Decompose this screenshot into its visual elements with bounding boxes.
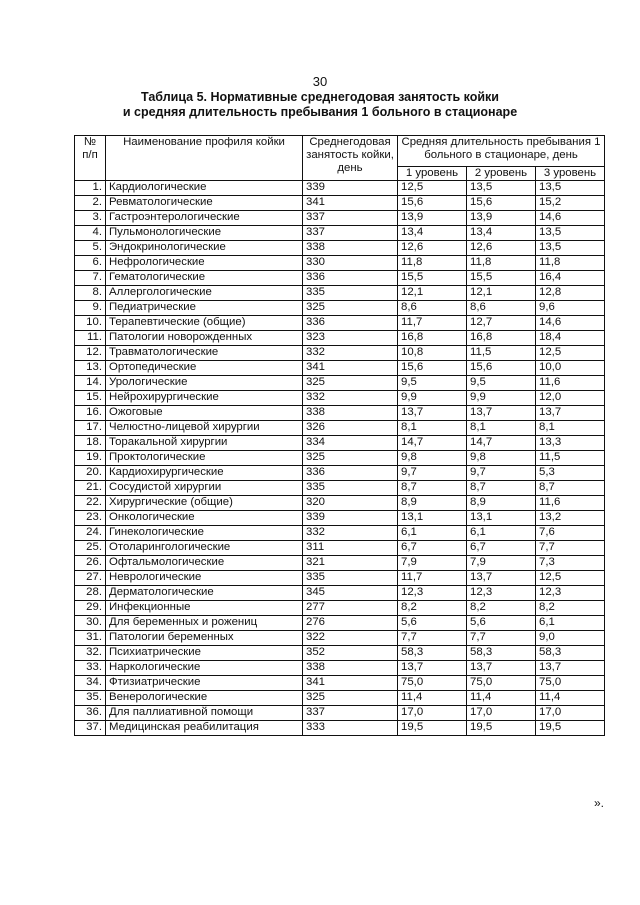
row-number: 8. xyxy=(75,286,106,301)
stay-level-2: 9,9 xyxy=(467,391,536,406)
stay-level-1: 12,6 xyxy=(398,241,467,256)
stay-level-1: 16,8 xyxy=(398,331,467,346)
bed-profile-name: Медицинская реабилитация xyxy=(106,721,303,736)
stay-level-1: 8,6 xyxy=(398,301,467,316)
page-number: 30 xyxy=(312,74,328,89)
stay-level-2: 6,7 xyxy=(467,541,536,556)
stay-level-2: 12,6 xyxy=(467,241,536,256)
stay-level-2: 15,6 xyxy=(467,196,536,211)
stay-level-1: 11,7 xyxy=(398,316,467,331)
annual-occupancy: 338 xyxy=(303,406,398,421)
table-row xyxy=(75,181,605,196)
row-number: 26. xyxy=(75,556,106,571)
stay-level-1: 9,8 xyxy=(398,451,467,466)
stay-level-2: 7,9 xyxy=(467,556,536,571)
closing-mark: ». xyxy=(594,796,605,810)
stay-level-1: 13,1 xyxy=(398,511,467,526)
bed-profile-name: Офтальмологические xyxy=(106,556,303,571)
annual-occupancy: 339 xyxy=(303,511,398,526)
row-number: 10. xyxy=(75,316,106,331)
stay-level-3: 12,5 xyxy=(536,571,605,586)
bed-profile-name: Нефрологические xyxy=(106,256,303,271)
annual-occupancy: 336 xyxy=(303,466,398,481)
table-row xyxy=(75,451,605,466)
row-number: 11. xyxy=(75,331,106,346)
stay-level-3: 8,2 xyxy=(536,601,605,616)
table-row xyxy=(75,511,605,526)
stay-level-2: 7,7 xyxy=(467,631,536,646)
annual-occupancy: 277 xyxy=(303,601,398,616)
annual-occupancy: 332 xyxy=(303,391,398,406)
stay-level-3: 58,3 xyxy=(536,646,605,661)
annual-occupancy: 334 xyxy=(303,436,398,451)
stay-level-1: 8,9 xyxy=(398,496,467,511)
title-line-1: Таблица 5. Нормативные среднегодовая занятость койки xyxy=(141,90,499,104)
stay-level-2: 13,1 xyxy=(467,511,536,526)
table-row xyxy=(75,316,605,331)
stay-level-1: 8,2 xyxy=(398,601,467,616)
stay-level-3: 17,0 xyxy=(536,706,605,721)
table-row xyxy=(75,661,605,676)
stay-level-3: 13,7 xyxy=(536,661,605,676)
stay-level-2: 15,5 xyxy=(467,271,536,286)
annual-occupancy: 332 xyxy=(303,526,398,541)
row-number: 15. xyxy=(75,391,106,406)
stay-level-3: 11,6 xyxy=(536,376,605,391)
stay-level-1: 9,7 xyxy=(398,466,467,481)
table-row xyxy=(75,646,605,661)
bed-profile-name: Кардиологические xyxy=(106,181,303,196)
annual-occupancy: 338 xyxy=(303,661,398,676)
bed-norms-table xyxy=(74,135,605,736)
bed-profile-name: Урологические xyxy=(106,376,303,391)
stay-level-1: 6,7 xyxy=(398,541,467,556)
header-occupancy: Среднегодовая занятость койки, день xyxy=(303,136,398,181)
annual-occupancy: 341 xyxy=(303,361,398,376)
annual-occupancy: 352 xyxy=(303,646,398,661)
bed-profile-name: Сосудистой хирургии xyxy=(106,481,303,496)
stay-level-3: 11,6 xyxy=(536,496,605,511)
bed-profile-name: Для беременных и рожениц xyxy=(106,616,303,631)
annual-occupancy: 323 xyxy=(303,331,398,346)
stay-level-2: 13,9 xyxy=(467,211,536,226)
stay-level-2: 11,4 xyxy=(467,691,536,706)
stay-level-2: 16,8 xyxy=(467,331,536,346)
bed-profile-name: Челюстно-лицевой хирургии xyxy=(106,421,303,436)
stay-level-3: 11,5 xyxy=(536,451,605,466)
table-row xyxy=(75,406,605,421)
table-row xyxy=(75,361,605,376)
header-level-3: 3 уровень xyxy=(536,167,605,181)
stay-level-2: 6,1 xyxy=(467,526,536,541)
row-number: 1. xyxy=(75,181,106,196)
stay-level-1: 19,5 xyxy=(398,721,467,736)
row-number: 4. xyxy=(75,226,106,241)
stay-level-3: 16,4 xyxy=(536,271,605,286)
annual-occupancy: 335 xyxy=(303,571,398,586)
row-number: 36. xyxy=(75,706,106,721)
table-row xyxy=(75,211,605,226)
stay-level-2: 13,7 xyxy=(467,661,536,676)
bed-profile-name: Дерматологические xyxy=(106,586,303,601)
stay-level-3: 18,4 xyxy=(536,331,605,346)
table-row xyxy=(75,226,605,241)
stay-level-2: 13,7 xyxy=(467,571,536,586)
annual-occupancy: 325 xyxy=(303,451,398,466)
annual-occupancy: 338 xyxy=(303,241,398,256)
stay-level-1: 15,5 xyxy=(398,271,467,286)
stay-level-3: 14,6 xyxy=(536,211,605,226)
row-number: 20. xyxy=(75,466,106,481)
table-title xyxy=(0,90,640,120)
stay-level-3: 11,8 xyxy=(536,256,605,271)
bed-profile-name: Ревматологические xyxy=(106,196,303,211)
bed-profile-name: Неврологические xyxy=(106,571,303,586)
stay-level-1: 13,9 xyxy=(398,211,467,226)
stay-level-1: 75,0 xyxy=(398,676,467,691)
stay-level-2: 12,3 xyxy=(467,586,536,601)
stay-level-2: 8,2 xyxy=(467,601,536,616)
stay-level-3: 5,3 xyxy=(536,466,605,481)
table-row xyxy=(75,526,605,541)
stay-level-3: 13,7 xyxy=(536,406,605,421)
annual-occupancy: 337 xyxy=(303,226,398,241)
bed-profile-name: Хирургические (общие) xyxy=(106,496,303,511)
table-row xyxy=(75,586,605,601)
table-body xyxy=(75,181,605,736)
stay-level-1: 13,4 xyxy=(398,226,467,241)
row-number: 13. xyxy=(75,361,106,376)
table-row xyxy=(75,286,605,301)
table-row xyxy=(75,346,605,361)
bed-profile-name: Фтизиатрические xyxy=(106,676,303,691)
annual-occupancy: 339 xyxy=(303,181,398,196)
table-row xyxy=(75,436,605,451)
stay-level-1: 15,6 xyxy=(398,196,467,211)
stay-level-3: 6,1 xyxy=(536,616,605,631)
stay-level-2: 5,6 xyxy=(467,616,536,631)
table-row xyxy=(75,721,605,736)
header-name: Наименование профиля койки xyxy=(106,136,303,181)
stay-level-3: 9,6 xyxy=(536,301,605,316)
stay-level-2: 8,1 xyxy=(467,421,536,436)
stay-level-3: 11,4 xyxy=(536,691,605,706)
bed-profile-name: Гастроэнтерологические xyxy=(106,211,303,226)
row-number: 33. xyxy=(75,661,106,676)
row-number: 12. xyxy=(75,346,106,361)
bed-profile-name: Гематологические xyxy=(106,271,303,286)
stay-level-3: 12,8 xyxy=(536,286,605,301)
stay-level-3: 13,5 xyxy=(536,241,605,256)
bed-profile-name: Педиатрические xyxy=(106,301,303,316)
bed-profile-name: Патологии новорожденных xyxy=(106,331,303,346)
stay-level-3: 12,0 xyxy=(536,391,605,406)
stay-level-1: 17,0 xyxy=(398,706,467,721)
bed-profile-name: Онкологические xyxy=(106,511,303,526)
annual-occupancy: 325 xyxy=(303,376,398,391)
annual-occupancy: 335 xyxy=(303,286,398,301)
stay-level-1: 11,8 xyxy=(398,256,467,271)
annual-occupancy: 330 xyxy=(303,256,398,271)
bed-profile-name: Кардиохирургические xyxy=(106,466,303,481)
bed-profile-name: Травматологические xyxy=(106,346,303,361)
stay-level-3: 10,0 xyxy=(536,361,605,376)
annual-occupancy: 336 xyxy=(303,316,398,331)
stay-level-1: 7,7 xyxy=(398,631,467,646)
row-number: 7. xyxy=(75,271,106,286)
bed-profile-name: Наркологические xyxy=(106,661,303,676)
stay-level-2: 13,4 xyxy=(467,226,536,241)
bed-profile-name: Ожоговые xyxy=(106,406,303,421)
stay-level-3: 8,1 xyxy=(536,421,605,436)
stay-level-2: 15,6 xyxy=(467,361,536,376)
stay-level-1: 13,7 xyxy=(398,661,467,676)
row-number: 14. xyxy=(75,376,106,391)
stay-level-2: 13,5 xyxy=(467,181,536,196)
bed-profile-name: Нейрохирургические xyxy=(106,391,303,406)
stay-level-2: 8,6 xyxy=(467,301,536,316)
row-number: 24. xyxy=(75,526,106,541)
stay-level-3: 19,5 xyxy=(536,721,605,736)
annual-occupancy: 326 xyxy=(303,421,398,436)
row-number: 22. xyxy=(75,496,106,511)
table-row xyxy=(75,631,605,646)
bed-profile-name: Эндокринологические xyxy=(106,241,303,256)
stay-level-2: 9,7 xyxy=(467,466,536,481)
annual-occupancy: 332 xyxy=(303,346,398,361)
table-row xyxy=(75,421,605,436)
row-number: 27. xyxy=(75,571,106,586)
stay-level-2: 58,3 xyxy=(467,646,536,661)
stay-level-1: 8,1 xyxy=(398,421,467,436)
stay-level-3: 75,0 xyxy=(536,676,605,691)
bed-profile-name: Ортопедические xyxy=(106,361,303,376)
bed-profile-name: Проктологические xyxy=(106,451,303,466)
stay-level-1: 14,7 xyxy=(398,436,467,451)
header-level-2: 2 уровень xyxy=(467,167,536,181)
stay-level-2: 12,1 xyxy=(467,286,536,301)
table-row xyxy=(75,391,605,406)
bed-profile-name: Инфекционные xyxy=(106,601,303,616)
stay-level-3: 7,3 xyxy=(536,556,605,571)
title-line-2: и средняя длительность пребывания 1 больного в стационаре xyxy=(122,105,518,119)
stay-level-1: 5,6 xyxy=(398,616,467,631)
annual-occupancy: 276 xyxy=(303,616,398,631)
table-row xyxy=(75,241,605,256)
annual-occupancy: 320 xyxy=(303,496,398,511)
stay-level-1: 12,1 xyxy=(398,286,467,301)
stay-level-1: 8,7 xyxy=(398,481,467,496)
header-level-1: 1 уровень xyxy=(398,167,467,181)
row-number: 30. xyxy=(75,616,106,631)
row-number: 31. xyxy=(75,631,106,646)
table-row xyxy=(75,706,605,721)
row-number: 37. xyxy=(75,721,106,736)
stay-level-3: 7,6 xyxy=(536,526,605,541)
stay-level-1: 58,3 xyxy=(398,646,467,661)
row-number: 17. xyxy=(75,421,106,436)
stay-level-1: 12,3 xyxy=(398,586,467,601)
stay-level-2: 11,5 xyxy=(467,346,536,361)
stay-level-3: 8,7 xyxy=(536,481,605,496)
row-number: 19. xyxy=(75,451,106,466)
table-row xyxy=(75,376,605,391)
annual-occupancy: 337 xyxy=(303,211,398,226)
annual-occupancy: 325 xyxy=(303,691,398,706)
stay-level-1: 15,6 xyxy=(398,361,467,376)
stay-level-3: 12,5 xyxy=(536,346,605,361)
table-row xyxy=(75,676,605,691)
stay-level-2: 8,9 xyxy=(467,496,536,511)
table-row xyxy=(75,556,605,571)
annual-occupancy: 337 xyxy=(303,706,398,721)
row-number: 21. xyxy=(75,481,106,496)
stay-level-2: 9,8 xyxy=(467,451,536,466)
stay-level-2: 12,7 xyxy=(467,316,536,331)
stay-level-2: 9,5 xyxy=(467,376,536,391)
stay-level-2: 17,0 xyxy=(467,706,536,721)
stay-level-2: 75,0 xyxy=(467,676,536,691)
header-num: № п/п xyxy=(75,136,106,181)
bed-profile-name: Торакальной хирургии xyxy=(106,436,303,451)
stay-level-3: 13,5 xyxy=(536,181,605,196)
row-number: 2. xyxy=(75,196,106,211)
stay-level-3: 13,3 xyxy=(536,436,605,451)
stay-level-3: 14,6 xyxy=(536,316,605,331)
row-number: 23. xyxy=(75,511,106,526)
bed-profile-name: Отоларингологические xyxy=(106,541,303,556)
stay-level-2: 14,7 xyxy=(467,436,536,451)
stay-level-1: 10,8 xyxy=(398,346,467,361)
row-number: 3. xyxy=(75,211,106,226)
annual-occupancy: 335 xyxy=(303,481,398,496)
row-number: 29. xyxy=(75,601,106,616)
stay-level-1: 12,5 xyxy=(398,181,467,196)
row-number: 35. xyxy=(75,691,106,706)
stay-level-3: 13,2 xyxy=(536,511,605,526)
stay-level-1: 11,7 xyxy=(398,571,467,586)
row-number: 5. xyxy=(75,241,106,256)
bed-profile-name: Гинекологические xyxy=(106,526,303,541)
stay-level-3: 12,3 xyxy=(536,586,605,601)
table-row xyxy=(75,331,605,346)
stay-level-2: 13,7 xyxy=(467,406,536,421)
bed-profile-name: Аллергологические xyxy=(106,286,303,301)
stay-level-1: 7,9 xyxy=(398,556,467,571)
row-number: 25. xyxy=(75,541,106,556)
annual-occupancy: 333 xyxy=(303,721,398,736)
stay-level-1: 9,5 xyxy=(398,376,467,391)
table-row xyxy=(75,541,605,556)
table-row xyxy=(75,196,605,211)
table-row xyxy=(75,256,605,271)
row-number: 16. xyxy=(75,406,106,421)
stay-level-1: 6,1 xyxy=(398,526,467,541)
bed-profile-name: Терапевтические (общие) xyxy=(106,316,303,331)
header-duration: Средняя длительность пребывания 1 больного в стационаре, день xyxy=(398,136,605,167)
stay-level-3: 9,0 xyxy=(536,631,605,646)
table-row xyxy=(75,571,605,586)
row-number: 9. xyxy=(75,301,106,316)
annual-occupancy: 325 xyxy=(303,301,398,316)
table-row xyxy=(75,481,605,496)
table-row xyxy=(75,691,605,706)
annual-occupancy: 321 xyxy=(303,556,398,571)
annual-occupancy: 341 xyxy=(303,676,398,691)
stay-level-2: 19,5 xyxy=(467,721,536,736)
table-row xyxy=(75,271,605,286)
stay-level-1: 9,9 xyxy=(398,391,467,406)
annual-occupancy: 336 xyxy=(303,271,398,286)
stay-level-3: 15,2 xyxy=(536,196,605,211)
stay-level-3: 13,5 xyxy=(536,226,605,241)
row-number: 18. xyxy=(75,436,106,451)
table-row xyxy=(75,301,605,316)
stay-level-1: 13,7 xyxy=(398,406,467,421)
bed-profile-name: Патологии беременных xyxy=(106,631,303,646)
bed-profile-name: Для паллиативной помощи xyxy=(106,706,303,721)
annual-occupancy: 322 xyxy=(303,631,398,646)
row-number: 32. xyxy=(75,646,106,661)
table-row xyxy=(75,601,605,616)
annual-occupancy: 341 xyxy=(303,196,398,211)
stay-level-2: 11,8 xyxy=(467,256,536,271)
stay-level-2: 8,7 xyxy=(467,481,536,496)
row-number: 28. xyxy=(75,586,106,601)
table-row xyxy=(75,496,605,511)
table-row xyxy=(75,466,605,481)
table-header xyxy=(75,136,605,181)
row-number: 34. xyxy=(75,676,106,691)
row-number: 6. xyxy=(75,256,106,271)
bed-profile-name: Венерологические xyxy=(106,691,303,706)
bed-profile-name: Психиатрические xyxy=(106,646,303,661)
table-row xyxy=(75,616,605,631)
annual-occupancy: 311 xyxy=(303,541,398,556)
annual-occupancy: 345 xyxy=(303,586,398,601)
stay-level-1: 11,4 xyxy=(398,691,467,706)
stay-level-3: 7,7 xyxy=(536,541,605,556)
bed-profile-name: Пульмонологические xyxy=(106,226,303,241)
